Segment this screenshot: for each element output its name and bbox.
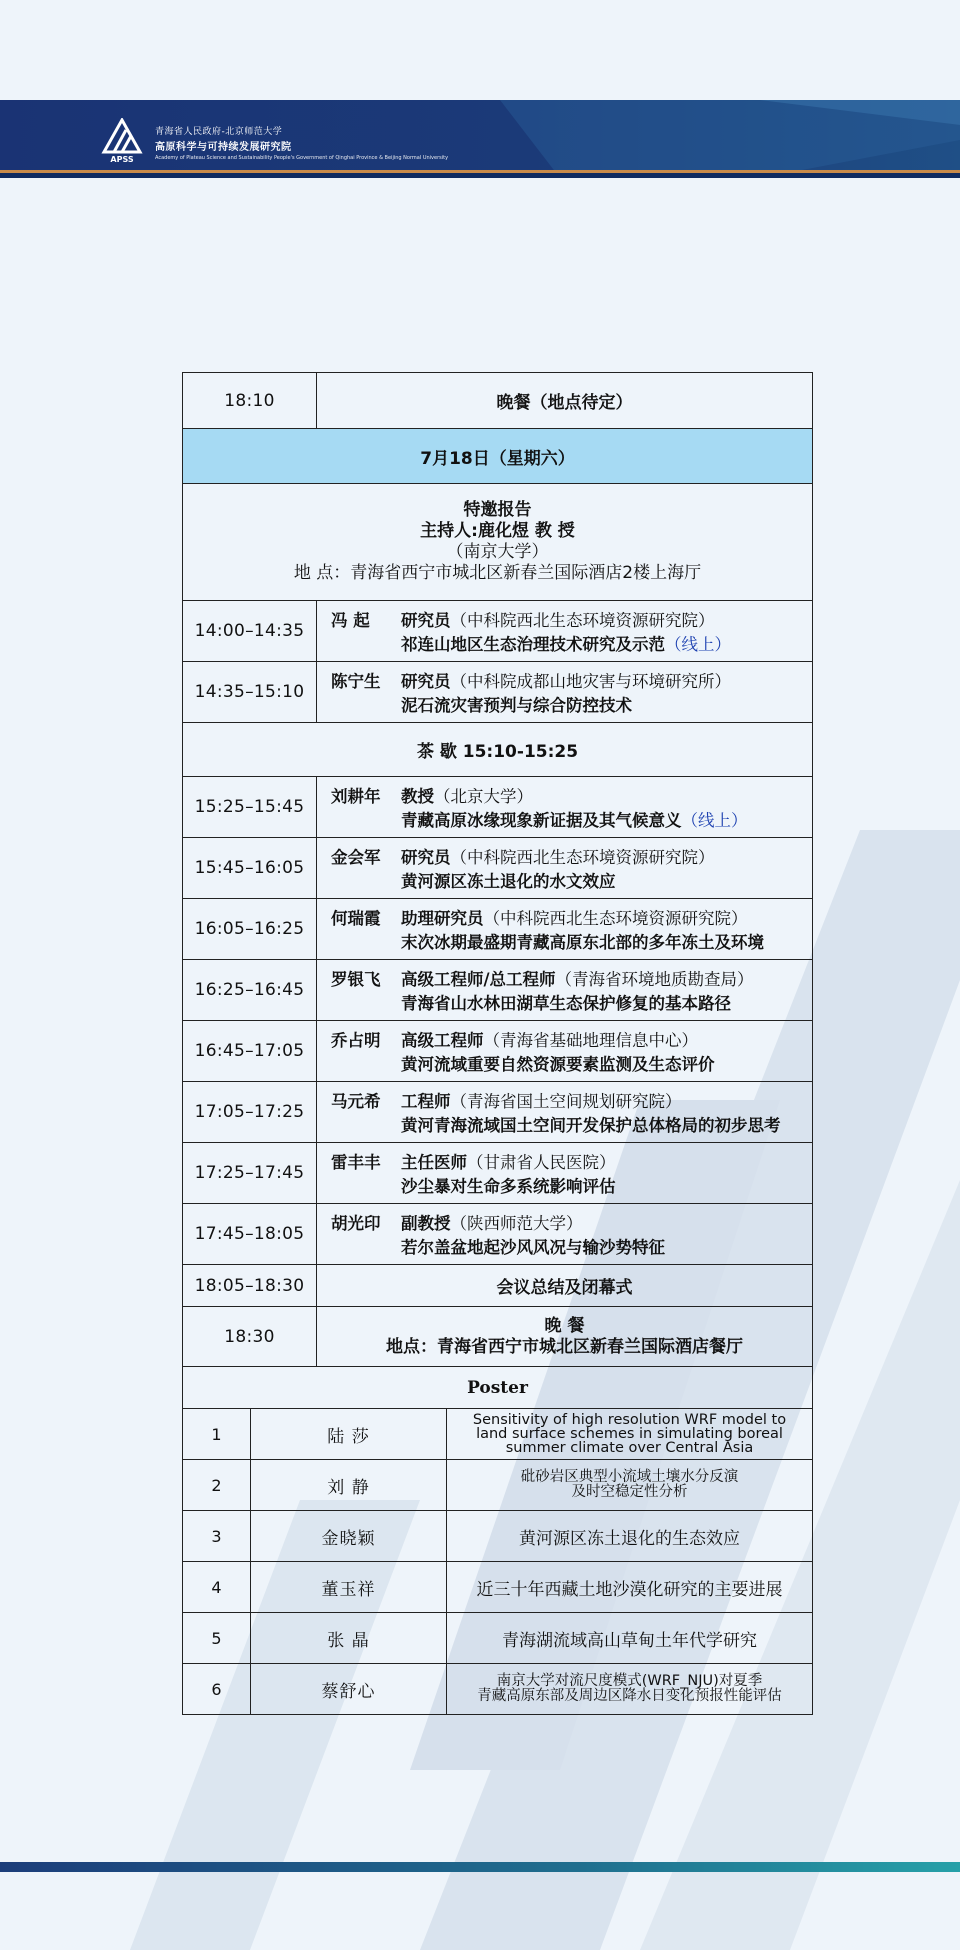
poster-author: 张 晶 [251,1613,447,1664]
speaker-line [331,966,804,990]
talk-speaker [317,777,813,838]
speaker-line [331,668,804,692]
talk-speaker [317,1204,813,1265]
speaker-name: 胡光印 [331,1214,381,1233]
speaker-line [331,1210,804,1234]
talk-speaker [317,601,813,662]
poster-row [183,1664,813,1715]
poster-title-line: 南京大学对流尺度模式(WRF_NJU)对夏季 [496,1673,763,1689]
poster-author: 刘 静 [251,1460,447,1511]
talk-row [183,1143,813,1204]
poster-title [447,1409,813,1460]
speaker-affiliation: （中科院成都山地灾害与环境研究所） [450,672,731,691]
speaker-line [331,1088,804,1112]
tea-break: 茶 歇 15:10-15:25 [183,723,813,777]
talk-speaker [317,1082,813,1143]
schedule-table [182,372,813,1715]
poster-title [447,1562,813,1613]
poster-author: 金晓颖 [251,1511,447,1562]
talk-time: 17:45–18:05 [183,1204,317,1265]
closing-row [183,1265,813,1307]
online-tag: （线上） [665,635,731,654]
dinner2-time: 18:30 [183,1307,317,1367]
poster-number: 6 [183,1664,251,1715]
poster-header-row [183,1367,813,1409]
org-name-line2: 高原科学与可持续发展研究院 [155,142,292,153]
special-title: 特邀报告 [463,500,532,520]
dinner-label: 晚餐（地点待定） [317,373,813,429]
apss-logo [98,118,146,164]
org-name [155,124,448,161]
talk-row [183,662,813,723]
speaker-title: 副教授 [401,1214,451,1233]
talk-topic: 末次冰期最盛期青藏高原东北部的多年冻土及环境 [401,933,764,952]
talk-topic: 沙尘暴对生命多系统影响评估 [401,1177,616,1196]
speaker-title: 主任医师 [401,1153,467,1172]
talk-topic: 黄河流域重要自然资源要素监测及生态评价 [401,1055,715,1074]
talk-topic-line [331,807,804,831]
talk-speaker [317,960,813,1021]
speaker-line [331,607,804,631]
talk-time: 16:25–16:45 [183,960,317,1021]
special-report [183,484,813,601]
talk-topic-line [331,692,804,716]
talk-topic: 黄河青海流域国土空间开发保护总体格局的初步思考 [401,1116,781,1135]
closing-time: 18:05–18:30 [183,1265,317,1307]
tea-break-row [183,723,813,777]
talk-row [183,1082,813,1143]
dinner2-row [183,1307,813,1367]
poster-row [183,1409,813,1460]
speaker-affiliation: （北京大学） [434,787,533,806]
speaker-name: 刘耕年 [331,787,381,806]
speaker-title: 研究员 [401,672,451,691]
talk-time: 15:25–15:45 [183,777,317,838]
poster-number: 1 [183,1409,251,1460]
talk-topic-line [331,1173,804,1197]
poster-author: 董玉祥 [251,1562,447,1613]
talk-row [183,960,813,1021]
closing-label: 会议总结及闭幕式 [317,1265,813,1307]
talk-topic-line [331,1051,804,1075]
speaker-line [331,844,804,868]
talk-topic: 黄河源区冻土退化的水文效应 [401,872,616,891]
dinner2-cell [317,1307,813,1367]
talks-group-1 [183,601,813,723]
speaker-name: 雷丰丰 [331,1153,381,1172]
talk-time: 16:05–16:25 [183,899,317,960]
poster-row [183,1562,813,1613]
speaker-affiliation: （中科院西北生态环境资源研究院） [450,611,715,630]
talk-topic-line [331,929,804,953]
poster-number: 3 [183,1511,251,1562]
talk-topic-line [331,868,804,892]
talk-topic-line [331,1234,804,1258]
talk-time: 15:45–16:05 [183,838,317,899]
speaker-name: 何瑞霞 [331,909,381,928]
speaker-affiliation: （青海省国土空间规划研究院） [450,1092,682,1111]
poster-list [183,1409,813,1715]
poster-title-line: 黄河源区冻土退化的生态效应 [519,1528,740,1549]
poster-row [183,1613,813,1664]
talk-speaker [317,662,813,723]
dinner2-label: 晚 餐 [544,1315,585,1336]
poster-title-line: Sensitivity of high resolution WRF model to [472,1412,787,1428]
footer-bar [0,1862,960,1872]
talk-topic: 祁连山地区生态治理技术研究及示范 [401,635,665,654]
org-name-line3: Academy of Plateau Science and Sustainability People's Government of Qinghai Province & Beijing Normal University [155,155,449,161]
poster-title-line: 砒砂岩区典型小流域土壤水分反演 [520,1469,739,1485]
special-report-row [183,484,813,601]
poster-title-line: summer climate over Central Asia [505,1440,754,1456]
special-host-aff: （南京大学） [446,542,549,562]
poster-title [447,1664,813,1715]
talks-group-2 [183,777,813,1265]
special-location: 地 点：青海省西宁市城北区新春兰国际酒店2楼上海厅 [293,563,702,583]
talk-speaker [317,1021,813,1082]
poster-title [447,1511,813,1562]
speaker-name: 陈宁生 [331,672,381,691]
poster-row [183,1511,813,1562]
talk-topic-line [331,631,804,655]
poster-title-line: land surface schemes in simulating boreal [476,1426,783,1442]
speaker-name: 马元希 [331,1092,381,1111]
speaker-title: 研究员 [401,611,451,630]
speaker-title: 教授 [401,787,434,806]
speaker-line [331,905,804,929]
speaker-affiliation: （甘肃省人民医院） [467,1153,616,1172]
poster-title [447,1460,813,1511]
speaker-name: 冯 起 [331,611,370,630]
speaker-line [331,1149,804,1173]
talk-topic: 青藏高原冰缘现象新证据及其气候意义 [401,811,682,830]
speaker-title: 高级工程师 [401,1031,484,1050]
talk-time: 14:00–14:35 [183,601,317,662]
special-host: 主持人:鹿化煜 教 授 [420,521,575,541]
speaker-name: 罗银飞 [331,970,381,989]
poster-title-line: 及时空稳定性分析 [571,1484,688,1500]
speaker-affiliation: （中科院西北生态环境资源研究院） [450,848,715,867]
poster-author: 蔡舒心 [251,1664,447,1715]
speaker-name: 乔占明 [331,1031,381,1050]
speaker-line [331,783,804,807]
talk-time: 17:25–17:45 [183,1143,317,1204]
poster-number: 2 [183,1460,251,1511]
talk-row [183,1021,813,1082]
talk-topic: 泥石流灾害预判与综合防控技术 [401,696,632,715]
poster-author: 陆 莎 [251,1409,447,1460]
talk-time: 16:45–17:05 [183,1021,317,1082]
talk-time: 14:35–15:10 [183,662,317,723]
dinner2-location: 地点：青海省西宁市城北区新春兰国际酒店餐厅 [386,1336,743,1357]
org-name-line1: 青海省人民政府-北京师范大学 [155,127,283,137]
poster-title-line: 青藏高原东部及周边区降水日变化预报性能评估 [477,1688,782,1704]
talk-time: 17:05–17:25 [183,1082,317,1143]
poster-heading: Poster [183,1367,813,1409]
talk-row [183,838,813,899]
speaker-affiliation: （青海省基础地理信息中心） [483,1031,698,1050]
speaker-affiliation: （中科院西北生态环境资源研究院） [483,909,748,928]
poster-number: 5 [183,1613,251,1664]
day-header: 7月18日（星期六） [183,429,813,484]
speaker-title: 高级工程师/总工程师 [401,970,556,989]
talk-speaker [317,899,813,960]
speaker-title: 工程师 [401,1092,451,1111]
logo-text: APSS [110,155,134,164]
speaker-line [331,1027,804,1051]
talk-topic-line [331,990,804,1014]
talk-topic: 若尔盖盆地起沙风风况与输沙势特征 [401,1238,665,1257]
poster-title [447,1613,813,1664]
poster-number: 4 [183,1562,251,1613]
online-tag: （线上） [681,811,748,830]
speaker-affiliation: （陕西师范大学） [450,1214,583,1233]
talk-row [183,1204,813,1265]
talk-row [183,899,813,960]
talk-speaker [317,838,813,899]
poster-row [183,1460,813,1511]
poster-title-line: 近三十年西藏土地沙漠化研究的主要进展 [476,1579,783,1600]
talk-speaker [317,1143,813,1204]
poster-title-line: 青海湖流域高山草甸土年代学研究 [502,1630,757,1651]
speaker-affiliation: （青海省环境地质勘查局） [555,970,754,989]
talk-topic: 青海省山水林田湖草生态保护修复的基本路径 [401,994,731,1013]
talk-row [183,777,813,838]
dinner-row [183,373,813,429]
speaker-name: 金会军 [331,848,381,867]
dinner-time: 18:10 [183,373,317,429]
talk-row [183,601,813,662]
talk-topic-line [331,1112,804,1136]
day-header-row [183,429,813,484]
speaker-title: 研究员 [401,848,451,867]
speaker-title: 助理研究员 [401,909,484,928]
